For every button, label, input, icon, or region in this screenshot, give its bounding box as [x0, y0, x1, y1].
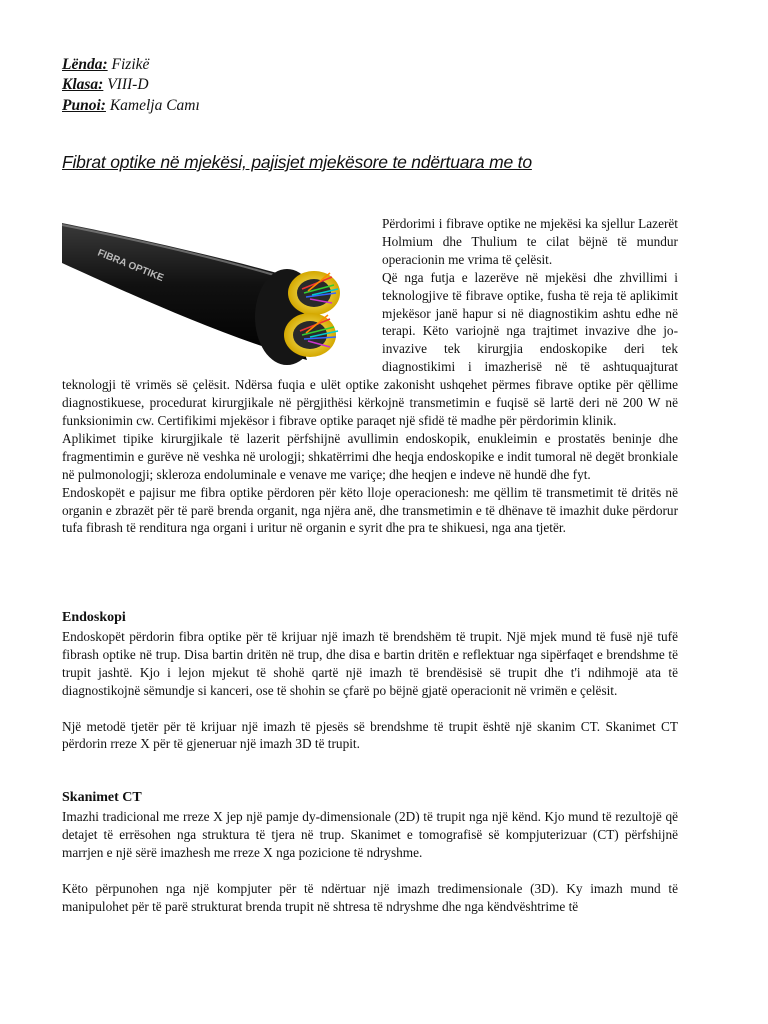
ct-paragraph-2: Këto përpunohen nga një kompjuter për të ndërtuar një imazh tredimensionale (3D). Ky imazh mund të manipulohet për të parë strukturat brenda trupit në shtresa të ndryshme dhe nga këndvështrime të: [62, 880, 678, 914]
ct-heading: Skanimet CT: [62, 790, 142, 805]
intro-paragraph-1: Përdorimi i fibrave optike ne mjekësi ka sjellur Lazerët Holmium dhe Thulium te cilat bëjnë të mundur operacionin me vrima të çelësit.: [382, 216, 678, 267]
intro-section: [62, 215, 678, 537]
ct-section: [62, 808, 678, 915]
author-label: Punoi:: [62, 97, 106, 114]
class-line: [62, 76, 149, 94]
subject-value: Fizikë: [107, 56, 150, 73]
subject-label: Lënda:: [62, 56, 108, 73]
subject-line: [62, 56, 149, 74]
fiber-optic-cable-image: [62, 215, 374, 371]
intro-paragraph-3: Aplikimet tipike kirurgjikale të lazerit përfshijnë avullimin endoskopik, enukleimin e prostatës beninje dhe fragmentimin e gurëve në veshka në urologji; shkatërrimi dhe heqja endoskopike e indit tumoral në degët bronkiale në pulmonologji; skleroza endoluminale e venave me variçe; dhe heqjen e indeve në hundë dhe fyt.: [62, 430, 678, 482]
author-value: Kamelja Camı: [105, 97, 200, 114]
ct-paragraph-1: Imazhi tradicional me rreze X jep një pamje dy-dimensionale (2D) të trupit nga një kënd. Kjo mund të rezultojë që detajet të errësohen nga struktura të tjera në trup. Skanimet e tomografisë së kompjuterizuar (CT) përfshijnë marrjen e një sërë imazhesh me rreze X nga pozicione të ndryshme.: [62, 809, 678, 860]
endoscopy-paragraph-1: Endoskopët përdorin fibra optike për të krijuar një imazh të brendshëm të trupit. Një mjek mund të fusë një tufë fibrash optike në trup. Disa bartin dritën në trup, dhe disa e bartin dritën e reflektuar nga sipërfaqet e brendshme të trupit jashtë. Kjo i lejon mjekut të shohë qartë një imazh të brendësisë së trupit dhe t'i ndihmojë ata të diagnostikojnë sëmundje si kanceri, ose të shohin se çfarë po bëjnë gjatë operacionit në vrimën e çelësit.: [62, 629, 678, 698]
intro-paragraph-4: Endoskopët e pajisur me fibra optike përdoren për këto lloje operacionesh: me qëllim të transmetimit të dritës në organin e zbrazët për të parë brenda organit, nga njëra anë, dhe transmetimin e të dhënave të imazhit duke përdorur tufa fibrash të renditura nga organi i uritur në organin e syrit dhe pra te shikuesi, nga ana tjetër.: [62, 484, 678, 536]
endoscopy-paragraph-2: Një metodë tjetër për të krijuar një imazh të pjesës së brendshme të trupit është një skanim CT. Skanimet CT përdorin rreze X për të gjeneruar një imazh 3D të trupit.: [62, 718, 678, 752]
endoscopy-section: [62, 628, 678, 753]
class-value: VIII-D: [103, 76, 149, 93]
cable-print-text: FIBRA OPTIKE: [95, 247, 166, 285]
endoscopy-heading: Endoskopi: [62, 610, 126, 625]
author-line: [62, 97, 200, 115]
class-label: Klasa:: [62, 76, 104, 93]
document-title: Fibrat optike në mjekësi, pajisjet mjekësore te ndërtuara me to: [62, 152, 532, 172]
intro-paragraph-2: Që nga futja e lazerëve në mjekësi dhe zhvillimi i teknologjive të fibrave optike, fusha të reja të aplikimit mjekësor janë hapur si në diagnostikim ashtu edhe në terapi. Këto variojnë nga trajtimet invazive dhe jo-invazive tek kirurgjia endoskopike deri tek diagnostikimi i imazherisë në të ashtuquajturat teknologji të vrimës së çelësit. Ndërsa fuqia e ulët optike zakonisht ushqehet përmes fibrave optike për qëllime diagnostikuese, procedurat kirurgjikale në përgjithësi kërkojnë transmetimin e fuqisë së lartë deri në 200 W në funksionimin cw. Certifikimi mjekësor i fibrave optike paraqet një sfidë të madhe për përdorimin klinik.: [62, 269, 678, 428]
